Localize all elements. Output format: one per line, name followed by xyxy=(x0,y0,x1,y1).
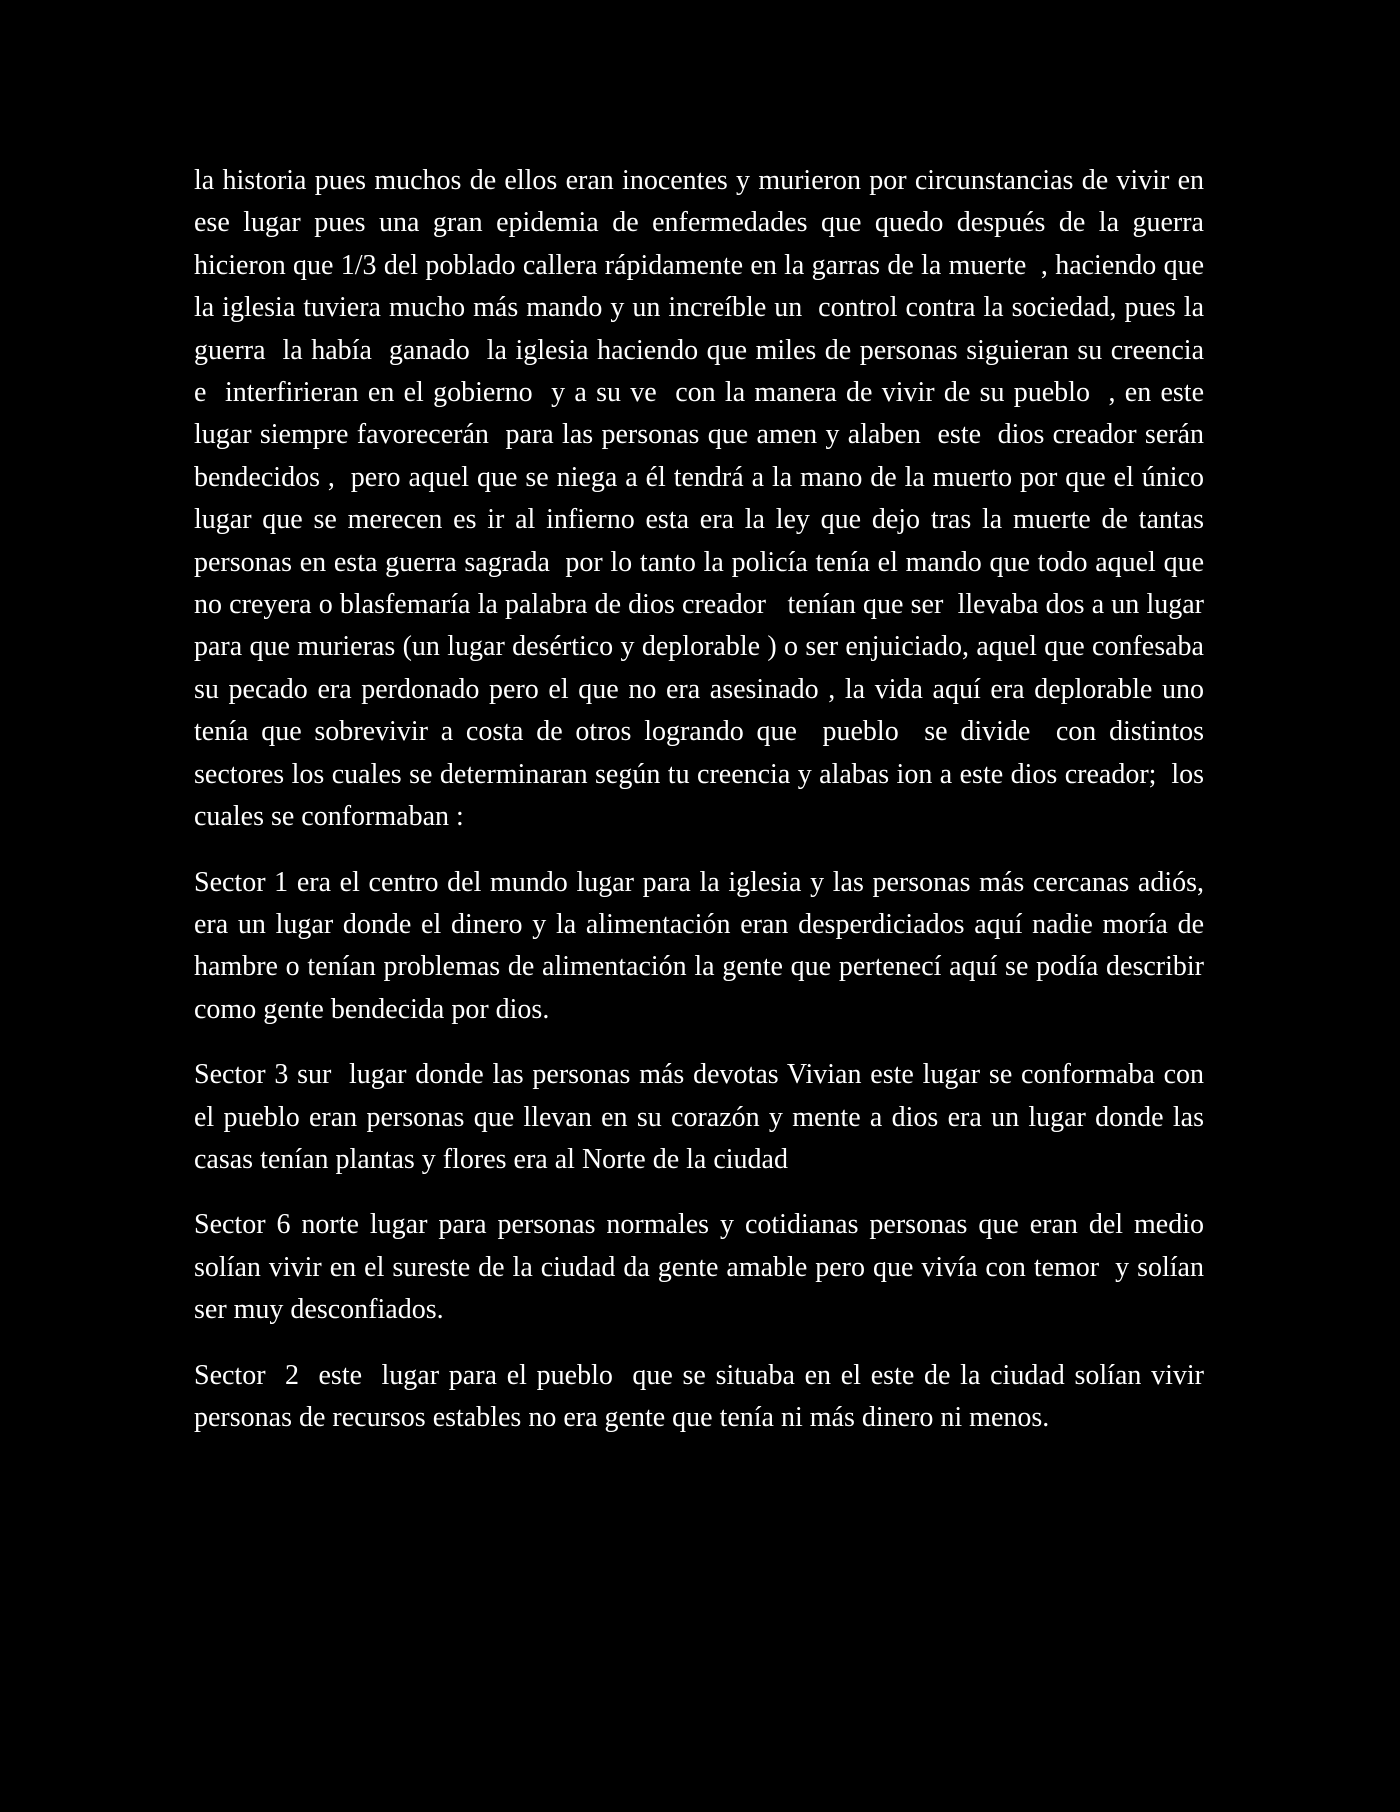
paragraph-sector-6: Sector 6 norte lugar para personas normales y cotidianas personas que eran del medio solían vivir en el sureste de la ciudad da gente amable pero que vivía con temor y solían ser muy desconfiados. xyxy=(194,1209,1211,1326)
paragraph-sector-2: Sector 2 este lugar para el pueblo que se situaba en el este de la ciudad solían vivir personas de recursos estables no era gente que tenía ni más dinero ni menos. xyxy=(194,1359,1211,1433)
paragraph-sector-3: Sector 3 sur lugar donde las personas más devotas Vivian este lugar se conformaba con el pueblo eran personas que llevan en su corazón y mente a dios era un lugar donde las casas tenían plantas y flores era al Norte de la ciudad xyxy=(194,1059,1211,1175)
paragraph-sector-1: Sector 1 era el centro del mundo lugar para la iglesia y las personas más cercanas adiós, era un lugar donde el dinero y la alimentación eran desperdiciados aquí nadie moría de hambre o tenían problemas de alimentación la gente que pertenecí aquí se podía describir como gente bendecida por dios. xyxy=(194,866,1211,1025)
body-text xyxy=(194,160,1218,1462)
paragraph-historia: la historia pues muchos de ellos eran inocentes y murieron por circunstancias de vivir en ese lugar pues una gran epidemia de enfermedades que quedo después de la guerra hicieron que 1/3 del poblado callera rápidamente en la garras de la muerte , haciendo que la iglesia tuviera mucho más mando y un increíble un control contra la sociedad, pues la guerra la había ganado la iglesia haciendo que miles de personas siguieran su creencia e interfirieran en el gobierno y a su ve con la manera de vivir de su pueblo , en este lugar siempre favorecerán para las personas que amen y alaben este dios creador serán bendecidos , pero aquel que se niega a él tendrá a la mano de la muerto por que el único lugar que se merecen es ir al infierno esta era la ley que dejo tras la muerte de tantas personas en esta guerra sagrada por lo tanto la policía tenía el mando que todo aquel que no creyera o blasfemaría la palabra de dios creador tenían que ser llevaba dos a un lugar para que murieras (un lugar desértico y deplorable ) o ser enjuiciado, aquel que confesaba su pecado era perdonado pero el que no era asesinado , la vida aquí era deplorable uno tenía que sobrevivir a costa de otros logrando que pueblo se divide con distintos sectores los cuales se determinaran según tu creencia y alabas ion a este dios creador; los cuales se conformaban : xyxy=(194,165,1218,833)
